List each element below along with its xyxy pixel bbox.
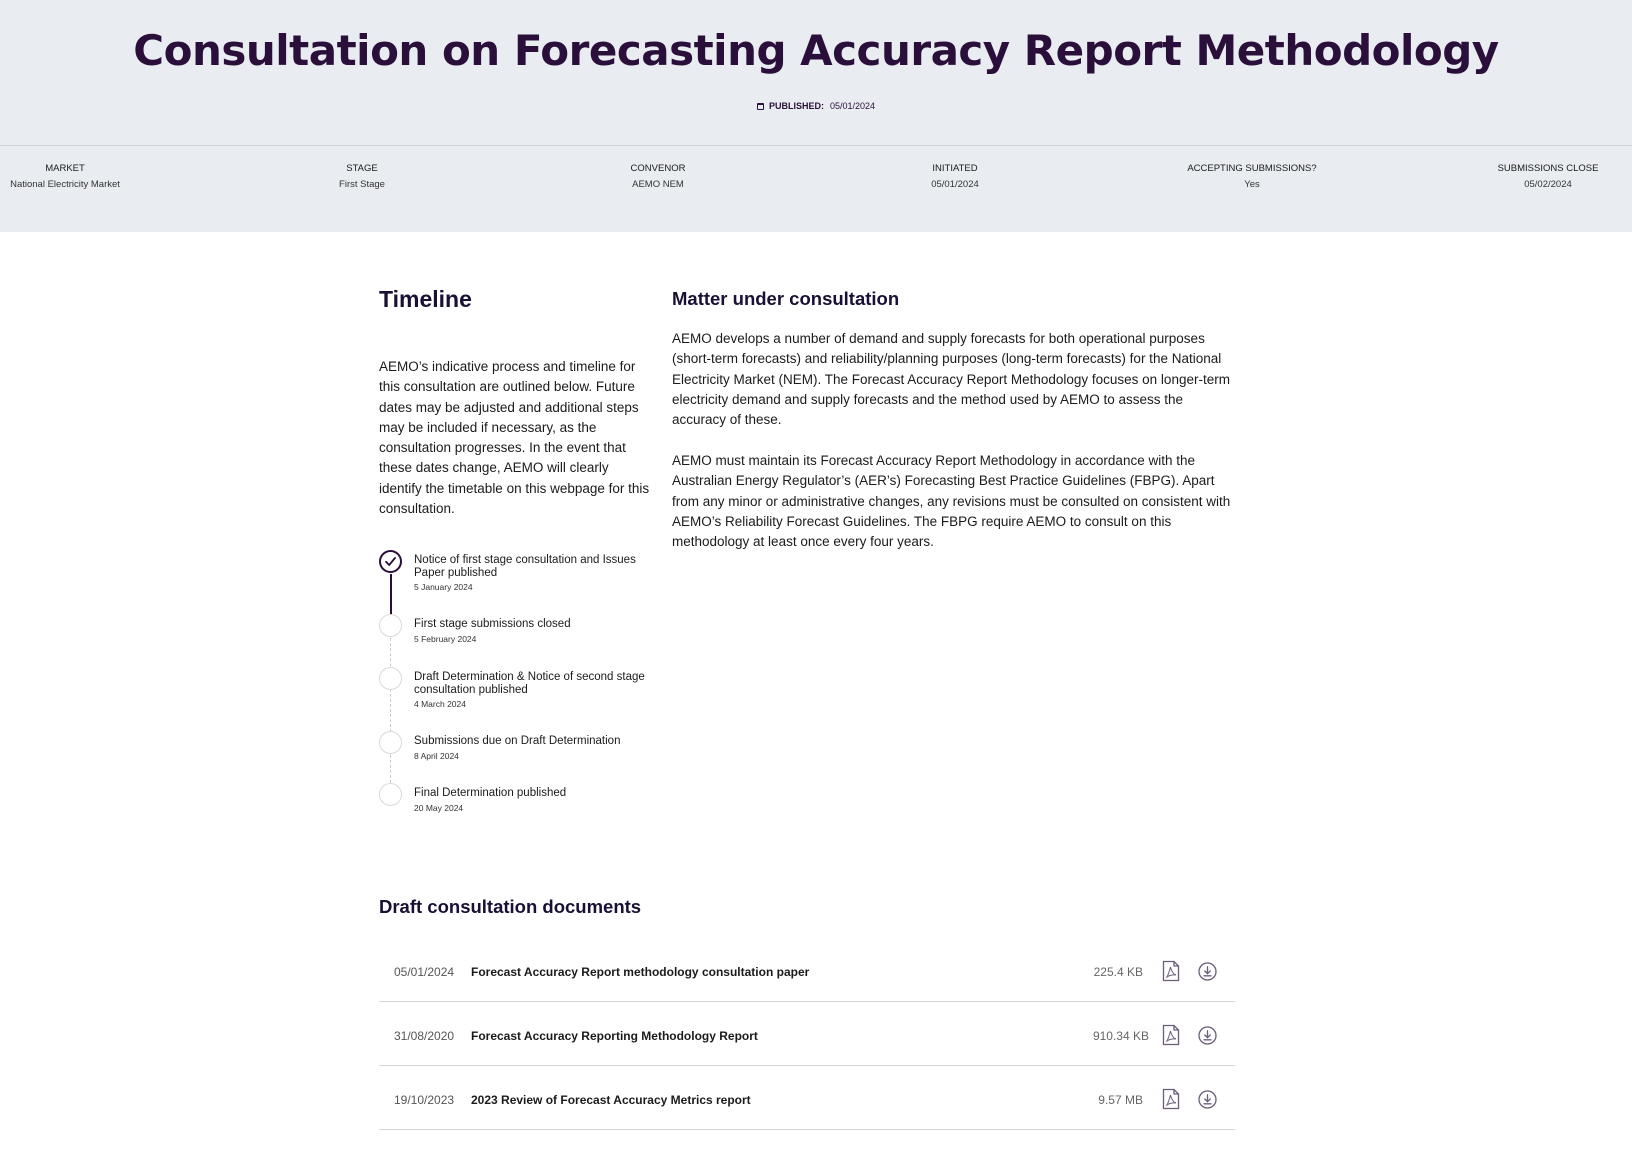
pending-circle-icon [379,667,402,690]
meta-market [0,163,165,190]
timeline-item-title: First stage submissions closed [414,618,571,630]
check-circle-icon [379,550,402,573]
timeline-item-date: 8 April 2024 [414,750,459,761]
timeline-item-title: Submissions due on Draft Determination [414,735,621,747]
document-size: 910.34 KB [1092,1029,1149,1043]
timeline-item-title: Draft Determination & Notice of second stage consultation published [414,671,645,696]
documents-heading: Draft consultation documents [379,896,642,917]
meta-label: ACCEPTING SUBMISSIONS? [1187,163,1317,174]
document-date: 31/08/2020 [394,1029,455,1043]
download-icon[interactable] [1198,1090,1217,1109]
timeline-item-title: Final Determination published [414,787,567,799]
published-label: PUBLISHED: [768,101,824,111]
calendar-icon [757,103,764,110]
pending-circle-icon [379,783,402,806]
page-header [0,0,1632,232]
download-icon[interactable] [1198,962,1217,981]
meta-label: SUBMISSIONS CLOSE [1497,163,1599,174]
meta-value: 05/01/2024 [931,179,979,190]
document-row[interactable] [379,1002,1235,1066]
meta-convenor [558,163,758,190]
download-icon[interactable] [1198,1026,1217,1045]
timeline-item-date: 5 January 2024 [414,582,473,592]
pending-circle-icon [379,731,402,754]
page-title: Consultation on Forecasting Accuracy Report Methodology [133,26,1499,75]
timeline-item-date: 20 May 2024 [414,802,464,813]
document-date: 05/01/2024 [394,965,455,979]
meta-label: MARKET [45,163,85,174]
pending-circle-icon [379,614,402,637]
meta-label: CONVENOR [630,163,686,174]
meta-value: Yes [1244,179,1260,190]
pdf-icon[interactable] [1162,1024,1180,1046]
pdf-icon[interactable] [1162,1088,1180,1110]
published-date: 05/01/2024 [829,101,876,111]
document-size: 225.4 KB [1093,965,1143,979]
timeline-pending-line [390,638,391,788]
meta-value: AEMO NEM [632,179,684,190]
timeline-item-date: 5 February 2024 [414,633,477,644]
timeline-item-date: 4 March 2024 [414,699,466,709]
document-row[interactable] [379,1066,1235,1130]
meta-value: First Stage [339,179,385,190]
meta-initiated [855,163,1055,190]
document-title-link[interactable]: Forecast Accuracy Reporting Methodology Report [471,1029,758,1043]
timeline-heading: Timeline [379,286,472,312]
meta-submissions-close [1448,163,1632,190]
document-size: 9.57 MB [1098,1093,1143,1107]
timeline-intro: AEMO’s indicative process and timeline for this consultation are outlined below. Future dates may be adjusted and additional steps may be included if necessary, as the consultation progresses. In the event that these dates change, AEMO will clearly identify the timetable on this webpage for this consultation. [379,359,650,517]
matter-heading: Matter under consultation [672,288,900,309]
matter-paragraph: AEMO must maintain its Forecast Accuracy Report Methodology in accordance with the Australian Energy Regulator’s (AER’s) Forecasting Best Practice Guidelines (FBPG). Apart from any minor or administrative changes, any revisions must be consulted on consistent with AEMO’s Reliability Forecast Guidelines. The FBPG require AEMO to consult on this methodology at least once every four years. [672,453,1231,550]
meta-label: STAGE [346,163,378,174]
meta-value: National Electricity Market [10,179,120,190]
meta-accepting-submissions [1152,163,1352,190]
document-row[interactable] [379,938,1235,1002]
meta-value: 05/02/2024 [1524,179,1572,190]
published-info [0,101,1632,111]
pdf-icon[interactable] [1162,960,1180,982]
timeline-progress-line [390,574,392,616]
header-divider [0,145,1632,146]
meta-stage [262,163,462,190]
document-title-link[interactable]: 2023 Review of Forecast Accuracy Metrics report [471,1093,751,1107]
meta-label: INITIATED [932,163,978,174]
document-title-link[interactable]: Forecast Accuracy Report methodology consultation paper [471,965,810,979]
document-date: 19/10/2023 [394,1093,455,1107]
matter-paragraph: AEMO develops a number of demand and supply forecasts for both operational purposes (short-term forecasts) and reliability/planning purposes (long-term forecasts) for the National Electricity Market (NEM). The Forecast Accuracy Report Methodology focuses on longer-term electricity demand and supply forecasts and the method used by AEMO to assess the accuracy of these. [672,331,1230,428]
timeline-item-title: Notice of first stage consultation and Issues Paper published [414,554,636,579]
